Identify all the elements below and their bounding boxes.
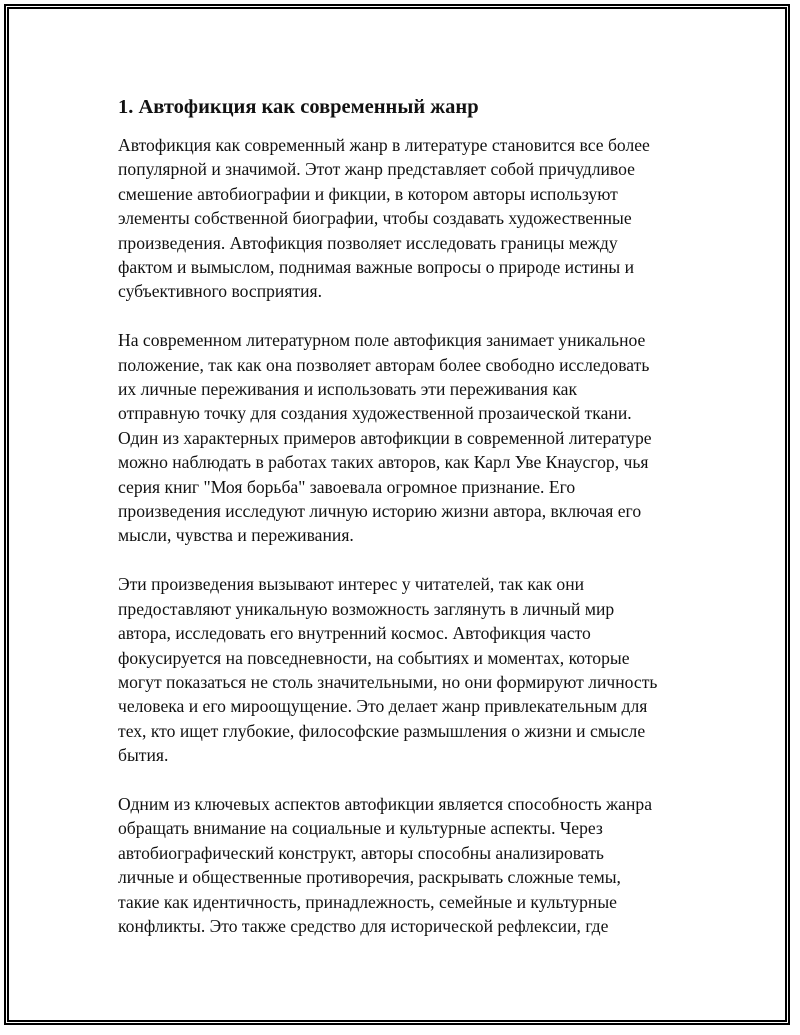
paragraph-2 bbox=[118, 328, 698, 548]
text-line: субъективного восприятия. bbox=[118, 281, 323, 302]
paragraph-4 bbox=[118, 792, 698, 938]
text-line: произведения. Автофикция позволяет исследовать границы между bbox=[118, 232, 618, 253]
text-line: смешение автобиографии и фикции, в котором авторы используют bbox=[118, 183, 618, 204]
text-line: произведения исследуют личную историю жизни автора, включая его bbox=[118, 501, 642, 522]
text-line: отправную точку для создания художественной прозаической ткани. bbox=[118, 403, 632, 424]
text-line: могут показаться не столь значительными, но они формируют личность bbox=[118, 671, 658, 692]
text-line: мысли, чувства и переживания. bbox=[118, 525, 354, 546]
section-heading: 1. Автофикция как современный жанр bbox=[118, 96, 479, 118]
text-line: Один из характерных примеров автофикции в современной литературе bbox=[118, 427, 652, 448]
text-line: человека и его мироощущение. Это делает жанр привлекательным для bbox=[118, 696, 648, 717]
text-line: конфликты. Это также средство для исторической рефлексии, где bbox=[118, 915, 609, 936]
text-line: популярной и значимой. Этот жанр представляет собой причудливое bbox=[118, 159, 635, 180]
text-line: Одним из ключевых аспектов автофикции является способность жанра bbox=[118, 793, 653, 814]
text-line: фактом и вымыслом, поднимая важные вопросы о природе истины и bbox=[118, 257, 635, 278]
text-line: обращать внимание на социальные и культурные аспекты. Через bbox=[118, 818, 603, 839]
text-line: положение, так как она позволяет авторам более свободно исследовать bbox=[118, 354, 650, 375]
paragraph-3 bbox=[118, 572, 698, 767]
text-line: бытия. bbox=[118, 745, 169, 766]
text-line: Эти произведения вызывают интерес у читателей, так как они bbox=[118, 574, 585, 595]
text-line: фокусируется на повседневности, на событиях и моментах, которые bbox=[118, 647, 630, 668]
text-line: автора, исследовать его внутренний космос. Автофикция часто bbox=[118, 623, 591, 644]
text-line: серия книг "Моя борьба" завоевала огромное признание. Его bbox=[118, 476, 576, 497]
text-line: Автофикция как современный жанр в литературе становится все более bbox=[118, 135, 650, 155]
document-body bbox=[118, 92, 698, 963]
text-line: предоставляют уникальную возможность заглянуть в личный мир bbox=[118, 598, 615, 619]
text-line: личные и общественные противоречия, раскрывать сложные темы, bbox=[118, 867, 621, 888]
text-line: автобиографический конструкт, авторы способны анализировать bbox=[118, 842, 604, 863]
text-line: На современном литературном поле автофикция занимает уникальное bbox=[118, 330, 646, 351]
text-line: такие как идентичность, принадлежность, семейные и культурные bbox=[118, 891, 617, 912]
text-line: можно наблюдать в работах таких авторов, как Карл Уве Кнаусгор, чья bbox=[118, 452, 649, 473]
paragraph-1 bbox=[118, 133, 698, 304]
text-line: тех, кто ищет глубокие, философские размышления о жизни и смысле bbox=[118, 720, 646, 741]
text-line: их личные переживания и использовать эти переживания как bbox=[118, 379, 578, 400]
text-line: элементы собственной биографии, чтобы создавать художественные bbox=[118, 208, 632, 229]
